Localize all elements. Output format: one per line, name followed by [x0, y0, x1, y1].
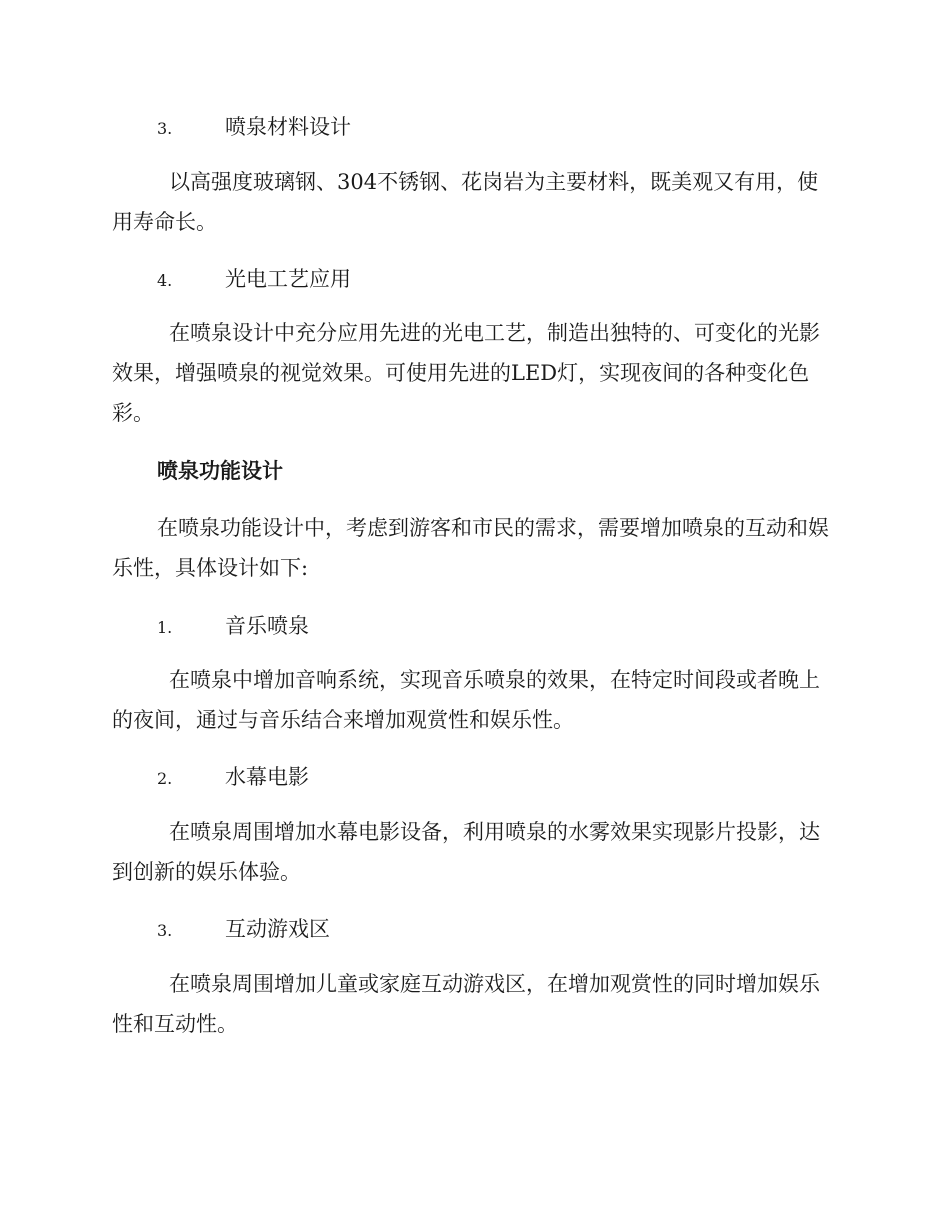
function-heading: 喷泉功能设计: [157, 458, 283, 483]
paragraph: 在喷泉设计中充分应用先进的光电工艺，制造出独特的、可变化的光影效果，增强喷泉的视觉效果。可使用先进的LED灯，实现夜间的各种变化色彩。: [112, 321, 820, 425]
section-number: 3.: [157, 119, 173, 138]
section-body-optoelectronic: [112, 313, 838, 433]
item-number: 2.: [157, 769, 173, 788]
function-item-body-music: [112, 660, 838, 740]
paragraph: 在喷泉周围增加水幕电影设备，利用喷泉的水雾效果实现影片投影，达到创新的娱乐体验。: [112, 820, 820, 884]
section-title: 喷泉材料设计: [225, 115, 351, 139]
function-item-heading-gamezone: [157, 914, 330, 946]
item-title: 音乐喷泉: [225, 614, 309, 638]
item-number: 3.: [157, 921, 173, 940]
section-heading-material: [157, 112, 351, 144]
section-number: 4.: [157, 271, 173, 290]
paragraph: 以高强度玻璃钢、304不锈钢、花岗岩为主要材料，既美观又有用，使用寿命长。: [112, 170, 819, 234]
section-heading-optoelectronic: [157, 264, 351, 296]
function-item-body-watercurtain: [112, 812, 838, 892]
paragraph: 在喷泉周围增加儿童或家庭互动游戏区，在增加观赏性的同时增加娱乐性和互动性。: [112, 972, 820, 1036]
function-intro: [112, 508, 838, 588]
paragraph: 在喷泉功能设计中，考虑到游客和市民的需求，需要增加喷泉的互动和娱乐性，具体设计如下:: [112, 516, 829, 580]
function-item-heading-watercurtain: [157, 762, 309, 794]
section-title: 光电工艺应用: [225, 267, 351, 291]
paragraph: 在喷泉中增加音响系统，实现音乐喷泉的效果，在特定时间段或者晚上的夜间，通过与音乐结合来增加观赏性和娱乐性。: [112, 668, 820, 732]
function-item-heading-music: [157, 611, 309, 643]
section-body-material: [112, 162, 838, 242]
item-number: 1.: [157, 618, 173, 637]
function-item-body-gamezone: [112, 964, 838, 1044]
item-title: 水幕电影: [225, 765, 309, 789]
item-title: 互动游戏区: [225, 917, 330, 941]
